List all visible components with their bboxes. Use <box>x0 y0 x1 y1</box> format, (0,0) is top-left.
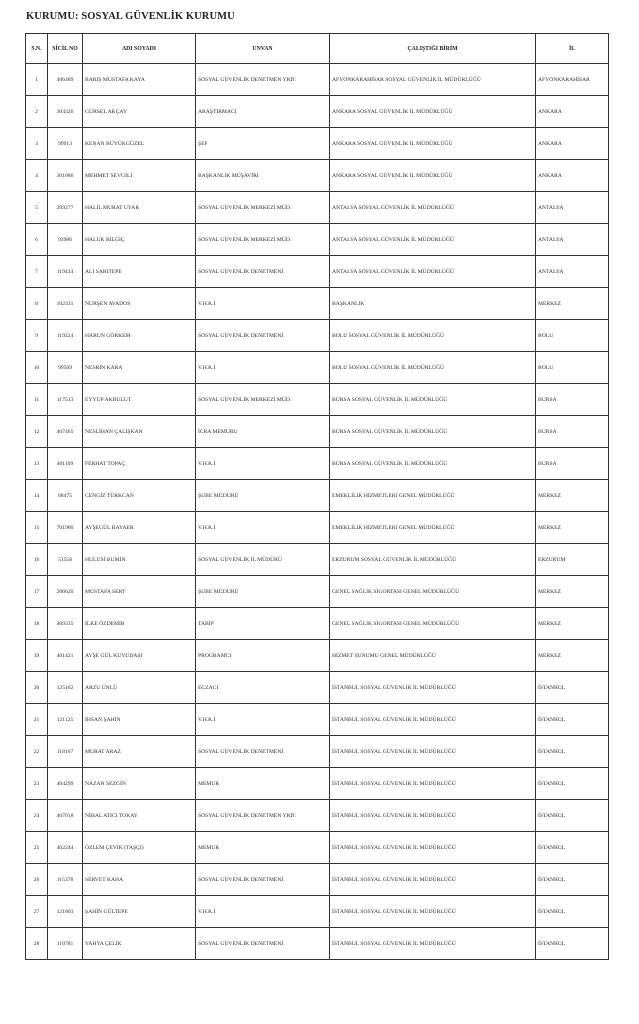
table-row <box>26 544 609 576</box>
table-row <box>26 416 609 448</box>
sicil-no-cell: 51558 <box>48 544 83 576</box>
full-name-cell: CENGİZ TÜRKCAN <box>83 480 196 512</box>
table-row <box>26 832 609 864</box>
sicil-no-cell: 407018 <box>48 800 83 832</box>
job-title-cell: SOSYAL GÜVENLİK DENETMENİ <box>196 736 330 768</box>
work-unit-cell: ANTALYA SOSYAL GÜVENLİK İL MÜDÜRLÜĞÜ <box>330 224 536 256</box>
work-unit-cell: BURSA SOSYAL GÜVENLİK İL MÜDÜRLÜĞÜ <box>330 416 536 448</box>
sicil-no-cell: 402244 <box>48 832 83 864</box>
full-name-cell: NURŞEN AVADOS <box>83 288 196 320</box>
sicil-no-cell: 115378 <box>48 864 83 896</box>
header-title: UNVAN <box>196 34 330 64</box>
sicil-no-cell: 209277 <box>48 192 83 224</box>
table-header-row <box>26 34 609 64</box>
province-cell: ERZURUM <box>536 544 609 576</box>
row-number-cell: 9 <box>26 320 48 352</box>
job-title-cell: BAŞKANLIK MÜŞAVİRİ <box>196 160 330 192</box>
row-number-cell: 17 <box>26 576 48 608</box>
work-unit-cell: İSTANBUL SOSYAL GÜVENLİK İL MÜDÜRLÜĞÜ <box>330 672 536 704</box>
work-unit-cell: EMEKLİLİK HİZMETLERİ GENEL MÜDÜRLÜĞÜ <box>330 512 536 544</box>
row-number-cell: 18 <box>26 608 48 640</box>
full-name-cell: ÖZLEM ÇEVİK (TAŞÇI) <box>83 832 196 864</box>
table-row <box>26 64 609 96</box>
job-title-cell: ARAŞTIRMACI <box>196 96 330 128</box>
province-cell: ANKARA <box>536 96 609 128</box>
sicil-no-cell: 93986 <box>48 224 83 256</box>
table-row <box>26 576 609 608</box>
sicil-no-cell: 406489 <box>48 64 83 96</box>
job-title-cell: V.H.K.İ <box>196 896 330 928</box>
job-title-cell: V.H.K.İ <box>196 704 330 736</box>
row-number-cell: 22 <box>26 736 48 768</box>
row-number-cell: 13 <box>26 448 48 480</box>
sicil-no-cell: 125162 <box>48 672 83 704</box>
table-row <box>26 320 609 352</box>
row-number-cell: 24 <box>26 800 48 832</box>
full-name-cell: NAZAN SEZGİN <box>83 768 196 800</box>
row-number-cell: 10 <box>26 352 48 384</box>
job-title-cell: İCRA MEMURU <box>196 416 330 448</box>
full-name-cell: BARIŞ MUSTAFA KAYA <box>83 64 196 96</box>
job-title-cell: MEMUR <box>196 832 330 864</box>
sicil-no-cell: 121803 <box>48 896 83 928</box>
row-number-cell: 11 <box>26 384 48 416</box>
sicil-no-cell: 119224 <box>48 320 83 352</box>
header-unit: ÇALIŞTIĞI BİRİM <box>330 34 536 64</box>
work-unit-cell: ANTALYA SOSYAL GÜVENLİK İL MÜDÜRLÜĞÜ <box>330 256 536 288</box>
header-province: İL <box>536 34 609 64</box>
sicil-no-cell: 110781 <box>48 928 83 960</box>
sicil-no-cell: 304326 <box>48 96 83 128</box>
sicil-no-cell: 102331 <box>48 288 83 320</box>
province-cell: MERKEZ <box>536 608 609 640</box>
header-sn: S.N. <box>26 34 48 64</box>
header-sicil-no: SİCİL NO <box>48 34 83 64</box>
full-name-cell: HALUK BİLGİÇ <box>83 224 196 256</box>
province-cell: ANTALYA <box>536 192 609 224</box>
table-row <box>26 192 609 224</box>
work-unit-cell: İSTANBUL SOSYAL GÜVENLİK İL MÜDÜRLÜĞÜ <box>330 896 536 928</box>
province-cell: BURSA <box>536 448 609 480</box>
work-unit-cell: ANKARA SOSYAL GÜVENLİK İL MÜDÜRLÜĞÜ <box>330 160 536 192</box>
province-cell: MERKEZ <box>536 480 609 512</box>
full-name-cell: ARZU ÜNLÜ <box>83 672 196 704</box>
sicil-no-cell: 206620 <box>48 576 83 608</box>
work-unit-cell: ANKARA SOSYAL GÜVENLİK İL MÜDÜRLÜĞÜ <box>330 128 536 160</box>
sicil-no-cell: 117533 <box>48 384 83 416</box>
row-number-cell: 6 <box>26 224 48 256</box>
table-row <box>26 448 609 480</box>
province-cell: ANKARA <box>536 160 609 192</box>
work-unit-cell: İSTANBUL SOSYAL GÜVENLİK İL MÜDÜRLÜĞÜ <box>330 928 536 960</box>
work-unit-cell: HİZMET SUNUMU GENEL MÜDÜRLÜĞÜ <box>330 640 536 672</box>
province-cell: MERKEZ <box>536 640 609 672</box>
job-title-cell: ŞUBE MÜDÜRÜ <box>196 480 330 512</box>
sicil-no-cell: 407465 <box>48 416 83 448</box>
table-body <box>26 64 609 960</box>
job-title-cell: SOSYAL GÜVENLİK DENETMENİ <box>196 256 330 288</box>
work-unit-cell: AFYONKARAHİSAR SOSYAL GÜVENLİK İL MÜDÜRLÜĞÜ <box>330 64 536 96</box>
province-cell: İSTANBUL <box>536 832 609 864</box>
table-row <box>26 224 609 256</box>
job-title-cell: SOSYAL GÜVENLİK DENETMEN YRD. <box>196 64 330 96</box>
table-row <box>26 96 609 128</box>
row-number-cell: 21 <box>26 704 48 736</box>
table-row <box>26 928 609 960</box>
province-cell: İSTANBUL <box>536 864 609 896</box>
table-row <box>26 512 609 544</box>
province-cell: İSTANBUL <box>536 736 609 768</box>
row-number-cell: 5 <box>26 192 48 224</box>
row-number-cell: 19 <box>26 640 48 672</box>
full-name-cell: EYYUP AKBULUT <box>83 384 196 416</box>
row-number-cell: 2 <box>26 96 48 128</box>
job-title-cell: SOSYAL GÜVENLİK MERKEZİ MÜD. <box>196 192 330 224</box>
full-name-cell: FERHAT TOPAÇ <box>83 448 196 480</box>
row-number-cell: 23 <box>26 768 48 800</box>
job-title-cell: V.H.K.İ <box>196 352 330 384</box>
sicil-no-cell: 119434 <box>48 256 83 288</box>
job-title-cell: TABİP <box>196 608 330 640</box>
sicil-no-cell: 401109 <box>48 448 83 480</box>
province-cell: BURSA <box>536 384 609 416</box>
row-number-cell: 26 <box>26 864 48 896</box>
province-cell: İSTANBUL <box>536 672 609 704</box>
row-number-cell: 4 <box>26 160 48 192</box>
job-title-cell: SOSYAL GÜVENLİK MERKEZİ MÜD. <box>196 384 330 416</box>
province-cell: MERKEZ <box>536 576 609 608</box>
full-name-cell: AYŞEGÜL BAYAER <box>83 512 196 544</box>
full-name-cell: HULUSİ BUMİN <box>83 544 196 576</box>
sicil-no-cell: 88475 <box>48 480 83 512</box>
personnel-table <box>25 33 609 960</box>
work-unit-cell: BOLU SOSYAL GÜVENLİK İL MÜDÜRLÜĞÜ <box>330 352 536 384</box>
sicil-no-cell: 99569 <box>48 352 83 384</box>
full-name-cell: İLKE ÖZDEMİR <box>83 608 196 640</box>
province-cell: ANTALYA <box>536 224 609 256</box>
work-unit-cell: ANKARA SOSYAL GÜVENLİK İL MÜDÜRLÜĞÜ <box>330 96 536 128</box>
sicil-no-cell: 118167 <box>48 736 83 768</box>
province-cell: MERKEZ <box>536 288 609 320</box>
full-name-cell: ŞAHİN GÜLTEPE <box>83 896 196 928</box>
work-unit-cell: GENEL SAĞLIK SİGORTASI GENEL MÜDÜRLÜĞÜ <box>330 576 536 608</box>
job-title-cell: SOSYAL GÜVENLİK DENETMEN YRD. <box>196 800 330 832</box>
row-number-cell: 8 <box>26 288 48 320</box>
full-name-cell: İHSAN ŞAHİN <box>83 704 196 736</box>
work-unit-cell: BURSA SOSYAL GÜVENLİK İL MÜDÜRLÜĞÜ <box>330 384 536 416</box>
job-title-cell: PROGRAMCI <box>196 640 330 672</box>
table-row <box>26 736 609 768</box>
job-title-cell: SOSYAL GÜVENLİK DENETMENİ <box>196 928 330 960</box>
job-title-cell: ECZACI <box>196 672 330 704</box>
table-row <box>26 640 609 672</box>
full-name-cell: HARUN GÖRKEM <box>83 320 196 352</box>
province-cell: ANTALYA <box>536 256 609 288</box>
work-unit-cell: BOLU SOSYAL GÜVENLİK İL MÜDÜRLÜĞÜ <box>330 320 536 352</box>
full-name-cell: YAHYA ÇELİK <box>83 928 196 960</box>
work-unit-cell: BURSA SOSYAL GÜVENLİK İL MÜDÜRLÜĞÜ <box>330 448 536 480</box>
table-row <box>26 608 609 640</box>
row-number-cell: 3 <box>26 128 48 160</box>
full-name-cell: GÜRSEL AKÇAY <box>83 96 196 128</box>
province-cell: BOLU <box>536 352 609 384</box>
row-number-cell: 7 <box>26 256 48 288</box>
table-row <box>26 704 609 736</box>
header-name: ADI SOYADI <box>83 34 196 64</box>
table-row <box>26 768 609 800</box>
work-unit-cell: İSTANBUL SOSYAL GÜVENLİK İL MÜDÜRLÜĞÜ <box>330 736 536 768</box>
row-number-cell: 12 <box>26 416 48 448</box>
province-cell: AFYONKARAHİSAR <box>536 64 609 96</box>
full-name-cell: MUSTAFA SERT <box>83 576 196 608</box>
work-unit-cell: BAŞKANLIK <box>330 288 536 320</box>
table-row <box>26 256 609 288</box>
sicil-no-cell: 401421 <box>48 640 83 672</box>
sicil-no-cell: 301086 <box>48 160 83 192</box>
row-number-cell: 28 <box>26 928 48 960</box>
full-name-cell: MURAT ARAZ <box>83 736 196 768</box>
full-name-cell: KENAN BÜYÜKGÜZEL <box>83 128 196 160</box>
job-title-cell: SOSYAL GÜVENLİK DENETMENİ <box>196 864 330 896</box>
full-name-cell: SERVET KAHA <box>83 864 196 896</box>
full-name-cell: NİHAL ATICI TOKAY <box>83 800 196 832</box>
work-unit-cell: İSTANBUL SOSYAL GÜVENLİK İL MÜDÜRLÜĞÜ <box>330 704 536 736</box>
job-title-cell: V.H.K.İ <box>196 512 330 544</box>
row-number-cell: 14 <box>26 480 48 512</box>
row-number-cell: 25 <box>26 832 48 864</box>
job-title-cell: MEMUR <box>196 768 330 800</box>
table-row <box>26 864 609 896</box>
full-name-cell: HALİL MURAT UYAR <box>83 192 196 224</box>
full-name-cell: NESRİN KARA <box>83 352 196 384</box>
province-cell: BOLU <box>536 320 609 352</box>
job-title-cell: SOSYAL GÜVENLİK İL MÜDÜRÜ <box>196 544 330 576</box>
full-name-cell: ALİ SARITEPE <box>83 256 196 288</box>
row-number-cell: 15 <box>26 512 48 544</box>
work-unit-cell: ANTALYA SOSYAL GÜVENLİK İL MÜDÜRLÜĞÜ <box>330 192 536 224</box>
work-unit-cell: İSTANBUL SOSYAL GÜVENLİK İL MÜDÜRLÜĞÜ <box>330 832 536 864</box>
job-title-cell: ŞEF <box>196 128 330 160</box>
table-row <box>26 672 609 704</box>
full-name-cell: NESLİHAN ÇALIŞKAN <box>83 416 196 448</box>
table-row <box>26 480 609 512</box>
row-number-cell: 27 <box>26 896 48 928</box>
sicil-no-cell: 99913 <box>48 128 83 160</box>
table-row <box>26 800 609 832</box>
work-unit-cell: ERZURUM SOSYAL GÜVENLİK İL MÜDÜRLÜĞÜ <box>330 544 536 576</box>
sicil-no-cell: 409335 <box>48 608 83 640</box>
province-cell: İSTANBUL <box>536 896 609 928</box>
table-row <box>26 160 609 192</box>
province-cell: İSTANBUL <box>536 800 609 832</box>
sicil-no-cell: 404299 <box>48 768 83 800</box>
table-row <box>26 352 609 384</box>
sicil-no-cell: 701980 <box>48 512 83 544</box>
job-title-cell: ŞUBE MÜDÜRÜ <box>196 576 330 608</box>
job-title-cell: V.H.K.İ <box>196 448 330 480</box>
table-row <box>26 128 609 160</box>
table-row <box>26 288 609 320</box>
province-cell: İSTANBUL <box>536 704 609 736</box>
province-cell: ANKARA <box>536 128 609 160</box>
full-name-cell: MEHMET SEVGİLİ <box>83 160 196 192</box>
work-unit-cell: İSTANBUL SOSYAL GÜVENLİK İL MÜDÜRLÜĞÜ <box>330 768 536 800</box>
job-title-cell: V.H.K.İ <box>196 288 330 320</box>
work-unit-cell: İSTANBUL SOSYAL GÜVENLİK İL MÜDÜRLÜĞÜ <box>330 800 536 832</box>
province-cell: İSTANBUL <box>536 768 609 800</box>
table-row <box>26 384 609 416</box>
job-title-cell: SOSYAL GÜVENLİK MERKEZİ MÜD. <box>196 224 330 256</box>
row-number-cell: 20 <box>26 672 48 704</box>
job-title-cell: SOSYAL GÜVENLİK DENETMENİ <box>196 320 330 352</box>
sicil-no-cell: 121125 <box>48 704 83 736</box>
work-unit-cell: GENEL SAĞLIK SİGORTASI GENEL MÜDÜRLÜĞÜ <box>330 608 536 640</box>
full-name-cell: AYŞE GÜL KUYUDAŞI <box>83 640 196 672</box>
row-number-cell: 1 <box>26 64 48 96</box>
province-cell: İSTANBUL <box>536 928 609 960</box>
row-number-cell: 16 <box>26 544 48 576</box>
province-cell: BURSA <box>536 416 609 448</box>
work-unit-cell: EMEKLİLİK HİZMETLERİ GENEL MÜDÜRLÜĞÜ <box>330 480 536 512</box>
work-unit-cell: İSTANBUL SOSYAL GÜVENLİK İL MÜDÜRLÜĞÜ <box>330 864 536 896</box>
table-row <box>26 896 609 928</box>
document-title: KURUMU: SOSYAL GÜVENLİK KURUMU <box>26 11 235 22</box>
province-cell: MERKEZ <box>536 512 609 544</box>
